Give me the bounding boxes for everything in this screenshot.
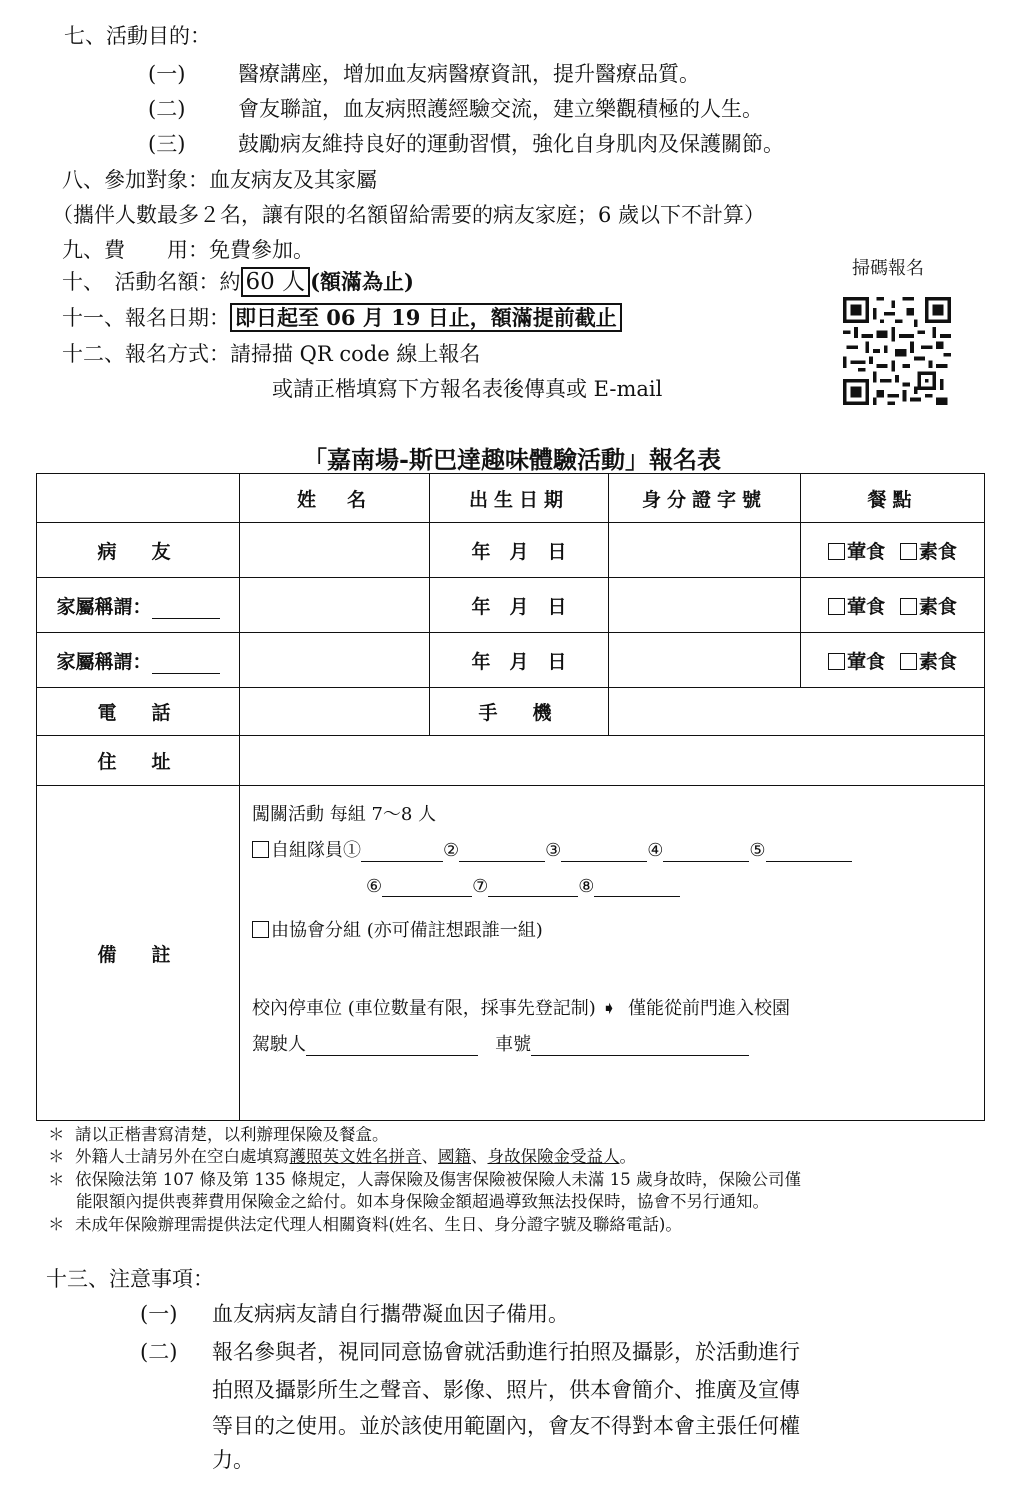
goals-heading: 七、活動目的： [64,24,211,48]
family-2-id-cell[interactable] [609,633,801,688]
footnote-1-text: 請以正楷書寫清楚，以利辦理保險及餐盒。 [75,1125,389,1144]
veg-label: 素食 [918,595,957,618]
family-label: 家屬稱謂： [56,595,152,618]
address-label: 住 址 [37,736,240,786]
member-1-blank[interactable] [361,843,443,862]
member-4-num: ④ [647,840,664,861]
qr-code-icon[interactable] [843,296,951,406]
family-relation-blank[interactable] [152,653,220,674]
veg-checkbox[interactable] [900,598,917,615]
member-2-num: ② [443,840,460,861]
notice-2-num: (二) [140,1340,178,1364]
family-row-2 [37,633,985,688]
dates-value: 即日起至 06 月 19 日止，額滿提前截止 [230,303,622,332]
header-blank [37,474,240,523]
family-1-birthdate-cell[interactable]: 年 月 日 [430,578,609,633]
meat-checkbox[interactable] [828,653,845,670]
quota-line [62,268,414,296]
notice-2-line-2: 拍照及攝影所生之聲音、影像、照片，供本會簡介、推廣及宣傳 [212,1378,800,1402]
member-7-num: ⑦ [472,876,489,897]
phone-label: 電 話 [37,688,240,736]
footnote-2-text: 外籍人士請另外在空白處填寫 [75,1147,290,1166]
notice-1-num: (一) [140,1302,178,1326]
self-group-label: 自組隊員 [271,840,343,861]
member-5-blank[interactable] [766,843,852,862]
notes-cell [240,786,985,1121]
target-line: 八、參加對象：血友病友及其家屬 [62,168,377,192]
footnote-2-sep: 、 [471,1147,488,1166]
mobile-label: 手 機 [430,688,609,736]
footnote-3 [48,1169,801,1191]
notes-label: 備 註 [37,786,240,1121]
veg-label: 素食 [918,650,957,673]
footnote-1 [48,1124,389,1146]
header-meal: 餐點 [801,474,985,523]
notice-2-line-4: 力。 [212,1448,254,1472]
goal-item-2-num: (二) [148,97,186,121]
meat-checkbox[interactable] [828,543,845,560]
method-line-1: 十二、報名方式：請掃描 QR code 線上報名 [62,342,481,366]
dates-line [62,304,622,332]
footnote-4 [48,1214,682,1236]
footnote-4-text: 未成年保險辦理需提供法定代理人相關資料(姓名、生日、身分證字號及聯絡電話)。 [75,1215,682,1234]
notices-heading: 十三、注意事項： [46,1267,214,1291]
phone-cell[interactable] [240,688,430,736]
footnote-2-sep: 、 [421,1147,438,1166]
dates-label: 十一、報名日期： [62,306,230,330]
family-1-label-cell [37,578,240,633]
notes-row [37,786,985,1121]
quota-value: 60 人 [241,267,311,297]
footnote-2-u2: 國籍 [438,1147,471,1166]
star-icon: ＊ [48,1215,65,1234]
arrow-icon: ➧ [601,998,617,1019]
form-title: 「嘉南場-斯巴達趣味體驗活動」報名表 [303,445,721,474]
family-1-id-cell[interactable] [609,578,801,633]
family-2-meal-cell [801,633,985,688]
veg-label: 素食 [918,540,957,563]
star-icon: ＊ [48,1170,65,1189]
assoc-group-line [252,916,543,942]
patient-name-cell[interactable] [240,523,430,578]
footnote-2-end: 。 [619,1147,636,1166]
header-name: 姓 名 [240,474,430,523]
family-relation-blank[interactable] [152,598,220,619]
quota-label: 十、 活動名額：約 [62,270,241,294]
address-row [37,736,985,786]
header-id-number: 身分證字號 [609,474,801,523]
family-2-birthdate-cell[interactable]: 年 月 日 [430,633,609,688]
family-label: 家屬稱謂： [56,650,152,673]
veg-checkbox[interactable] [900,543,917,560]
member-3-num: ③ [545,840,562,861]
patient-id-cell[interactable] [609,523,801,578]
patient-row [37,523,985,578]
star-icon: ＊ [48,1147,65,1166]
member-5-num: ⑤ [749,840,766,861]
quota-suffix: (額滿為止) [310,269,414,294]
member-6-blank[interactable] [382,878,472,897]
method-line-2: 或請正楷填寫下方報名表後傳真或 E-mail [272,377,663,401]
assoc-group-checkbox[interactable] [252,921,269,938]
driver-label: 駕駛人 [252,1034,306,1055]
goal-item-3-text: 鼓勵病友維持良好的運動習慣，強化自身肌肉及保護關節。 [238,132,784,156]
meat-label: 葷食 [847,595,886,618]
qr-label: 掃碼報名 [852,258,924,279]
member-4-blank[interactable] [663,843,749,862]
veg-checkbox[interactable] [900,653,917,670]
goal-item-3-num: (三) [148,132,186,156]
footnote-3-cont: 能限額內提供喪葬費用保險金之給付。如本身保險金額超過導致無法投保時，協會不另行通知。 [76,1192,769,1211]
target-note: （攜伴人數最多２名，讓有限的名額留給需要的病友家庭；6 歲以下不計算） [52,203,766,227]
footnote-2-u1: 護照英文姓名拼音 [289,1147,422,1166]
plate-label: 車號 [495,1034,532,1055]
footnote-3-text-a: 依保險法第 107 條及第 135 條規定，人壽保險及傷害保險被保險人未滿 15 歲身故時，保險公司僅 [75,1170,801,1189]
family-2-name-cell[interactable] [240,633,430,688]
parking-text: 校內停車位 (車位數量有限，採事先登記制) [252,998,596,1019]
fee-line: 九、費 用：免費參加。 [62,238,314,262]
family-2-label-cell [37,633,240,688]
notice-2-line-3: 等目的之使用。並於該使用範圍內，會友不得對本會主張任何權 [212,1414,800,1438]
self-group-checkbox[interactable] [252,841,269,858]
self-group-line-2 [366,876,680,897]
goal-item-1-num: (一) [148,62,186,86]
star-icon: ＊ [48,1125,65,1144]
family-row-1 [37,578,985,633]
activity-text: 闖關活動 每組 7～8 人 [252,804,437,825]
goal-item-2-text: 會友聯誼，血友病照護經驗交流，建立樂觀積極的人生。 [238,97,763,121]
plate-blank[interactable] [531,1037,749,1056]
member-3-blank[interactable] [561,843,647,862]
member-6-num: ⑥ [366,876,383,897]
phone-row [37,688,985,736]
patient-birthdate-cell[interactable]: 年 月 日 [430,523,609,578]
meat-label: 葷食 [847,540,886,563]
notice-1-text: 血友病病友請自行攜帶凝血因子備用。 [212,1302,569,1326]
mobile-cell[interactable] [609,688,985,736]
form-header-row [37,474,985,523]
notice-2-line-1: 報名參與者，視同同意協會就活動進行拍照及攝影，於活動進行 [212,1340,800,1364]
family-1-name-cell[interactable] [240,578,430,633]
assoc-group-label: 由協會分組 (亦可備註想跟誰一組) [271,920,543,941]
member-2-blank[interactable] [459,843,545,862]
registration-form [36,473,985,1121]
header-birthdate: 出生日期 [430,474,609,523]
patient-meal-cell [801,523,985,578]
member-8-blank[interactable] [594,878,680,897]
meat-label: 葷食 [847,650,886,673]
member-1-num: ① [343,840,361,861]
address-cell[interactable] [240,736,985,786]
parking-line [252,994,790,1020]
goal-item-1-text: 醫療講座，增加血友病醫療資訊，提升醫療品質。 [238,62,700,86]
family-1-meal-cell [801,578,985,633]
self-group-line [252,836,852,862]
meat-checkbox[interactable] [828,598,845,615]
driver-blank[interactable] [306,1037,478,1056]
member-7-blank[interactable] [488,878,578,897]
patient-label: 病 友 [37,523,240,578]
footnote-2 [48,1146,636,1168]
member-8-num: ⑧ [578,876,595,897]
driver-line [252,1030,749,1056]
parking-note: 僅能從前門進入校園 [628,998,791,1019]
footnote-2-u3: 身故保險金受益人 [487,1147,620,1166]
